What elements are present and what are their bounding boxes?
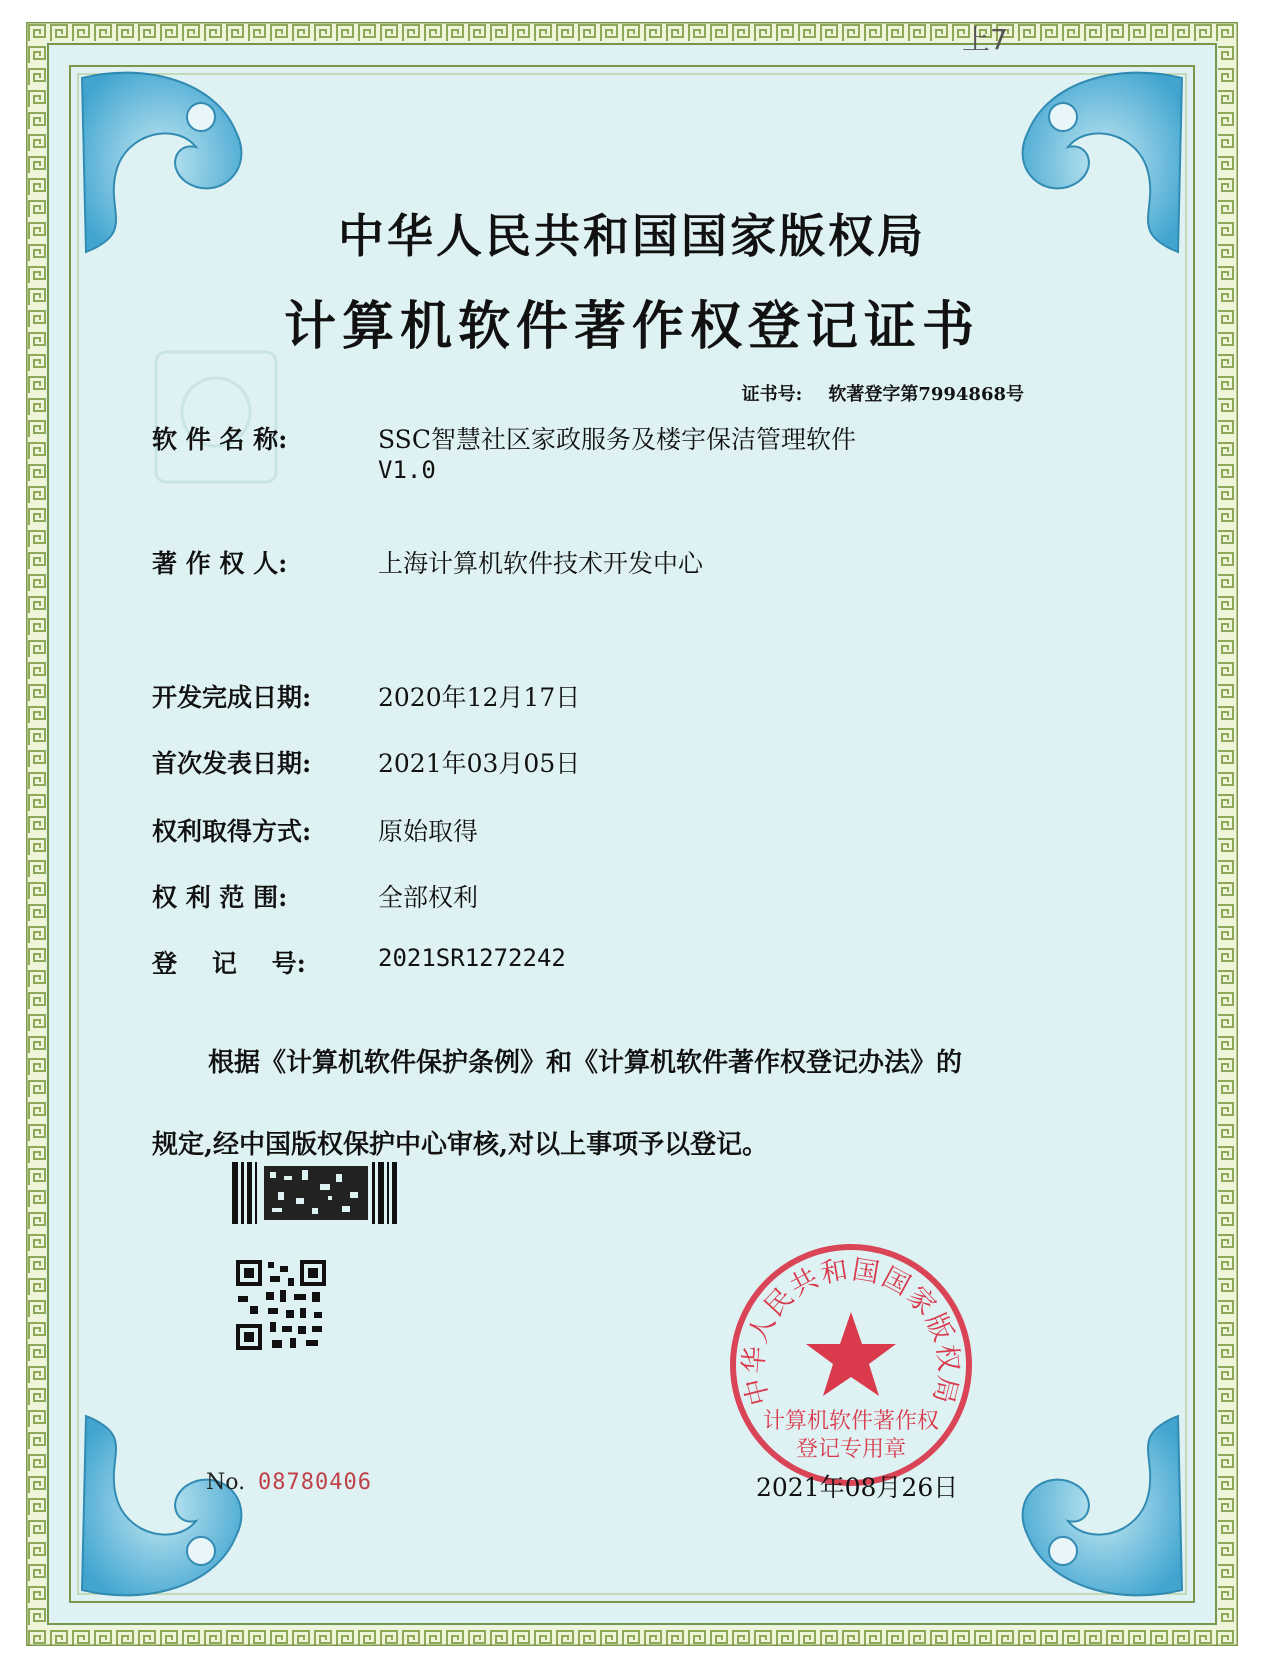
- seal-graphic: [726, 1240, 976, 1490]
- seal-inner-line-1: 计算机软件著作权: [762, 1409, 940, 1434]
- official-seal: [726, 1240, 976, 1490]
- copyright-owner-value: 上海计算机软件技术开发中心: [378, 549, 704, 578]
- software-version-value: V1.0: [378, 456, 436, 484]
- registration-number-value: 2021SR1272242: [378, 944, 566, 972]
- copyright-owner-label: 著 作 权 人:: [152, 549, 288, 578]
- publication-date-label: 首次发表日期:: [152, 749, 312, 778]
- certificate-number-label: 证书号:: [741, 384, 803, 405]
- issue-date: 2021年08月26日: [756, 1473, 959, 1502]
- certificate-title: 计算机软件著作权登记证书: [283, 296, 980, 357]
- handwritten-note: 上7: [962, 23, 1008, 56]
- certificate-number: [742, 380, 1024, 406]
- barcode: [232, 1162, 402, 1232]
- basis-line-1: 根据《计算机软件保护条例》和《计算机软件著作权登记办法》的: [208, 1048, 963, 1078]
- qr-code: [236, 1260, 326, 1350]
- issuer-title: 中华人民共和国国家版权局: [338, 209, 926, 263]
- serial-number: 08780406: [258, 1470, 372, 1495]
- acquisition-method-label: 权利取得方式:: [152, 817, 312, 846]
- certificate-page: [26, 22, 1238, 1646]
- seal-outer-text: 中华人民共和国国家版权局: [738, 1254, 964, 1409]
- development-date-label: 开发完成日期:: [152, 683, 312, 712]
- development-date-value: 2020年12月17日: [378, 683, 581, 712]
- registration-number-label: 登 记 号:: [152, 949, 306, 978]
- basis-line-2: 规定,经中国版权保护中心审核,对以上事项予以登记。: [152, 1130, 769, 1160]
- rights-scope-value: 全部权利: [378, 883, 479, 912]
- software-name-value: SSC智慧社区家政服务及楼宇保洁管理软件: [378, 425, 856, 454]
- serial-label: No.: [206, 1470, 246, 1495]
- acquisition-method-value: 原始取得: [378, 817, 479, 846]
- seal-inner-line-2: 登记专用章: [795, 1437, 907, 1462]
- watermark-emblem: [156, 352, 276, 482]
- publication-date-value: 2021年03月05日: [378, 749, 581, 778]
- rights-scope-label: 权 利 范 围:: [152, 883, 288, 912]
- software-name-label: 软 件 名 称:: [152, 425, 288, 454]
- certificate-number-value: 软著登字第7994868号: [828, 384, 1024, 405]
- seal-star-icon: [806, 1312, 896, 1396]
